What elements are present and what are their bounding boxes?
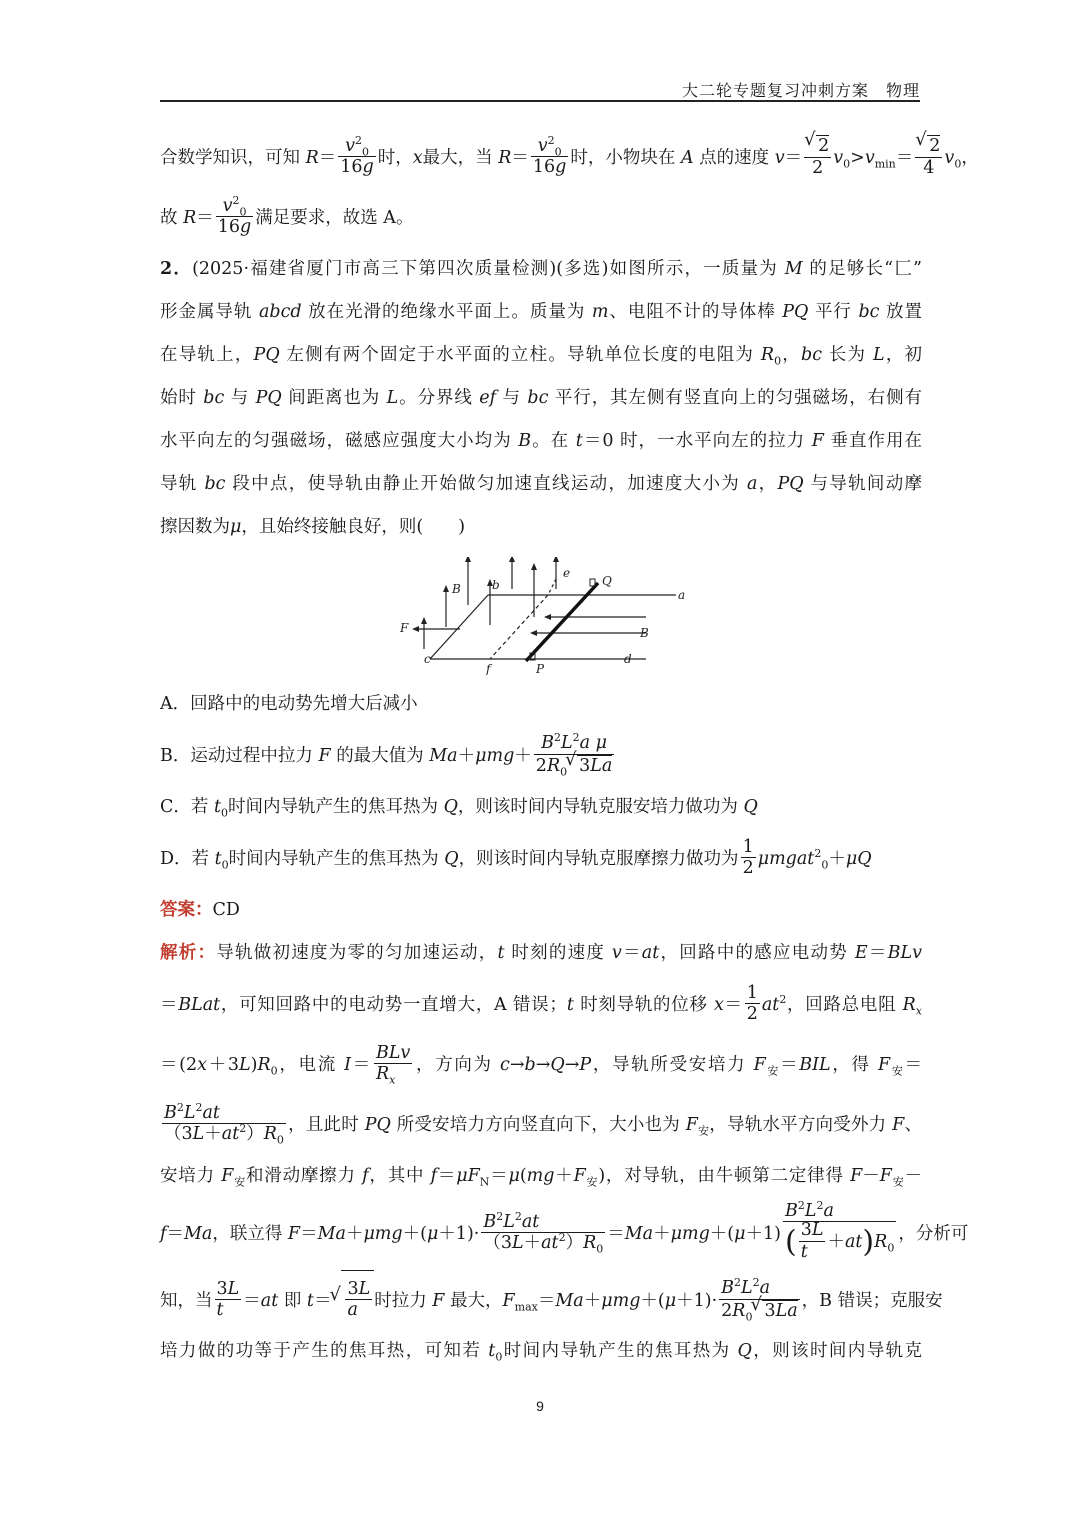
option-d: D．若 $t_0$时间内导轨产生的焦耳热为 Q，则该时间内导轨克服摩擦力做功为 $\frac{1}{2}$ μmgat$^2_0$＋μQ [160, 836, 872, 878]
page-header [160, 72, 920, 102]
label-P: P [536, 662, 545, 675]
question-line-4: 始时 bc 与 PQ 间距离也为 L。分界线 ef 与 bc 平行，其左侧有竖直向上的匀强磁场，右侧有 [160, 388, 922, 408]
label-B-upper: B [452, 582, 461, 596]
option-b: B．运动过程中拉力 F 的最大值为 Ma＋μmg＋ $\frac{B^2L^2a \mu}{2R_0√ 3La}$ [160, 726, 922, 786]
question-line-3: 在导轨上，PQ 左侧有两个固定于水平面的立柱。导轨单位长度的电阻为 $R_0$，bc 长为 L，初 [160, 345, 923, 368]
label-a: a [678, 588, 686, 602]
analysis-line-8: 培力做的功等于产生的焦耳热，可知若 $t_0$时间内导轨产生的焦耳热为 Q，则该时间内导轨克 [160, 1341, 922, 1364]
analysis-line-4: $\frac{B^2L^2at}{(3L+at^2)R_0}$ ，且此时 PQ 所受安培力方向竖直向下，大小也为 $F_安$，导轨水平方向受外力 F、 [164, 1101, 923, 1147]
question-line-1: 2．(2025·福建省厦门市高三下第四次质量检测)(多选)如图所示，一质量为 M 的足够长“匚” [160, 259, 922, 279]
rail-diagram [398, 557, 688, 675]
answer-line [160, 889, 922, 932]
question-line-6: 导轨 bc 段中点，使导轨由静止开始做匀加速直线运动，加速度大小为 a，PQ 与导轨间动摩 [160, 474, 922, 494]
answer-label: 答案： [160, 900, 213, 920]
option-a: A．回路中的电动势先增大后减小 [160, 694, 418, 714]
label-Q: Q [602, 574, 612, 588]
bracket-shape-icon: 匚 [893, 259, 914, 279]
document-body [160, 128, 979, 1373]
header-title: 大二轮专题复习冲刺方案 物理 [681, 81, 920, 100]
question-line-7: 擦因数为μ，且始终接触良好，则( ) [160, 517, 466, 537]
analysis-line-7: 知，当 $\frac{3L}{t}$ ＝at 即 t＝ √ $\frac{3L}{a}$ 时拉力 F 最大，$F_{max}=Ma+\mu mg+(\mu+1)\cdot$ $\frac{B^2L^2a}{2R_0√ 3La}$ ，B 错误；克服安 [160, 1270, 922, 1330]
label-F: F [400, 621, 409, 635]
label-B-lower: B [640, 626, 649, 640]
label-c: c [424, 652, 431, 666]
question-line-2: 形金属导轨 abcd 放在光滑的绝缘水平面上。质量为 m、电阻不计的导体棒 PQ 平行 bc 放置 [160, 302, 922, 322]
analysis-line-6: f＝Ma，联立得 F＝Ma＋μmg＋(μ＋1)· $\frac{B^2L^2at}{(3L+at^2)R_0}$ ＝Ma＋μmg＋(μ＋1) $B^2L^2a$ ( $\frac{3L}{t}$ $+at)R_0$ ，分析可 [160, 1199, 969, 1262]
analysis-line-5: 安培力 $F_安$和滑动摩擦力 f，其中 $f=\mu F_N=\mu(mg+F_安)$，对导轨，由牛顿第二定律得 $F-F_安-$ [160, 1166, 923, 1189]
question-line-5: 水平向左的匀强磁场，磁感应强度大小均为 B。在 t＝0 时，一水平向左的拉力 F 垂直作用在 [160, 431, 922, 451]
label-f: f [486, 662, 491, 675]
label-d: d [624, 652, 632, 666]
prev-solution-line-2: 故 R＝ $\frac{v^2_0}{16g}$ 满足要求，故选 A。 [160, 194, 414, 237]
answer-value: CD [212, 900, 240, 920]
prev-solution-line-1: 合数学知识，可知 R＝ $\frac{v^2_0}{16g}$ 时，x最大，当 R＝ $\frac{v^2_0}{16g}$ 时，小物块在 A 点的速度 v＝ √ $\frac{2}{2}$ $v_0>v_{min}=$ √ $\frac{2}{4}$ $v_0$， [160, 128, 922, 188]
label-b: b [492, 578, 500, 592]
label-e: e [563, 566, 571, 580]
rail-diagram-svg [398, 557, 688, 675]
option-c: C．若 $t_0$时间内导轨产生的焦耳热为 Q，则该时间内导轨克服安培力做功为 Q [160, 797, 758, 820]
analysis-line-3: $=(2x+3L)R_0$，电流 I＝ $\frac{\text{BLv}}{R_x}$ ，方向为 c→b→Q→P，导轨所受安培力 $F_安=BIL$，得 $F_安=$ [160, 1042, 923, 1087]
analysis-line-2: ＝BLat，可知回路中的电动势一直增大，A 错误；t 时刻导轨的位移 x＝ $\frac{1}{2}$ $at^2$，回路总电阻 $R_x$ [160, 982, 922, 1024]
page-number: 9 [536, 1398, 544, 1414]
analysis-line-1: 解析：导轨做初速度为零的匀加速运动，t 时刻的速度 v＝at，回路中的感应电动势 E＝BLv [160, 943, 922, 963]
